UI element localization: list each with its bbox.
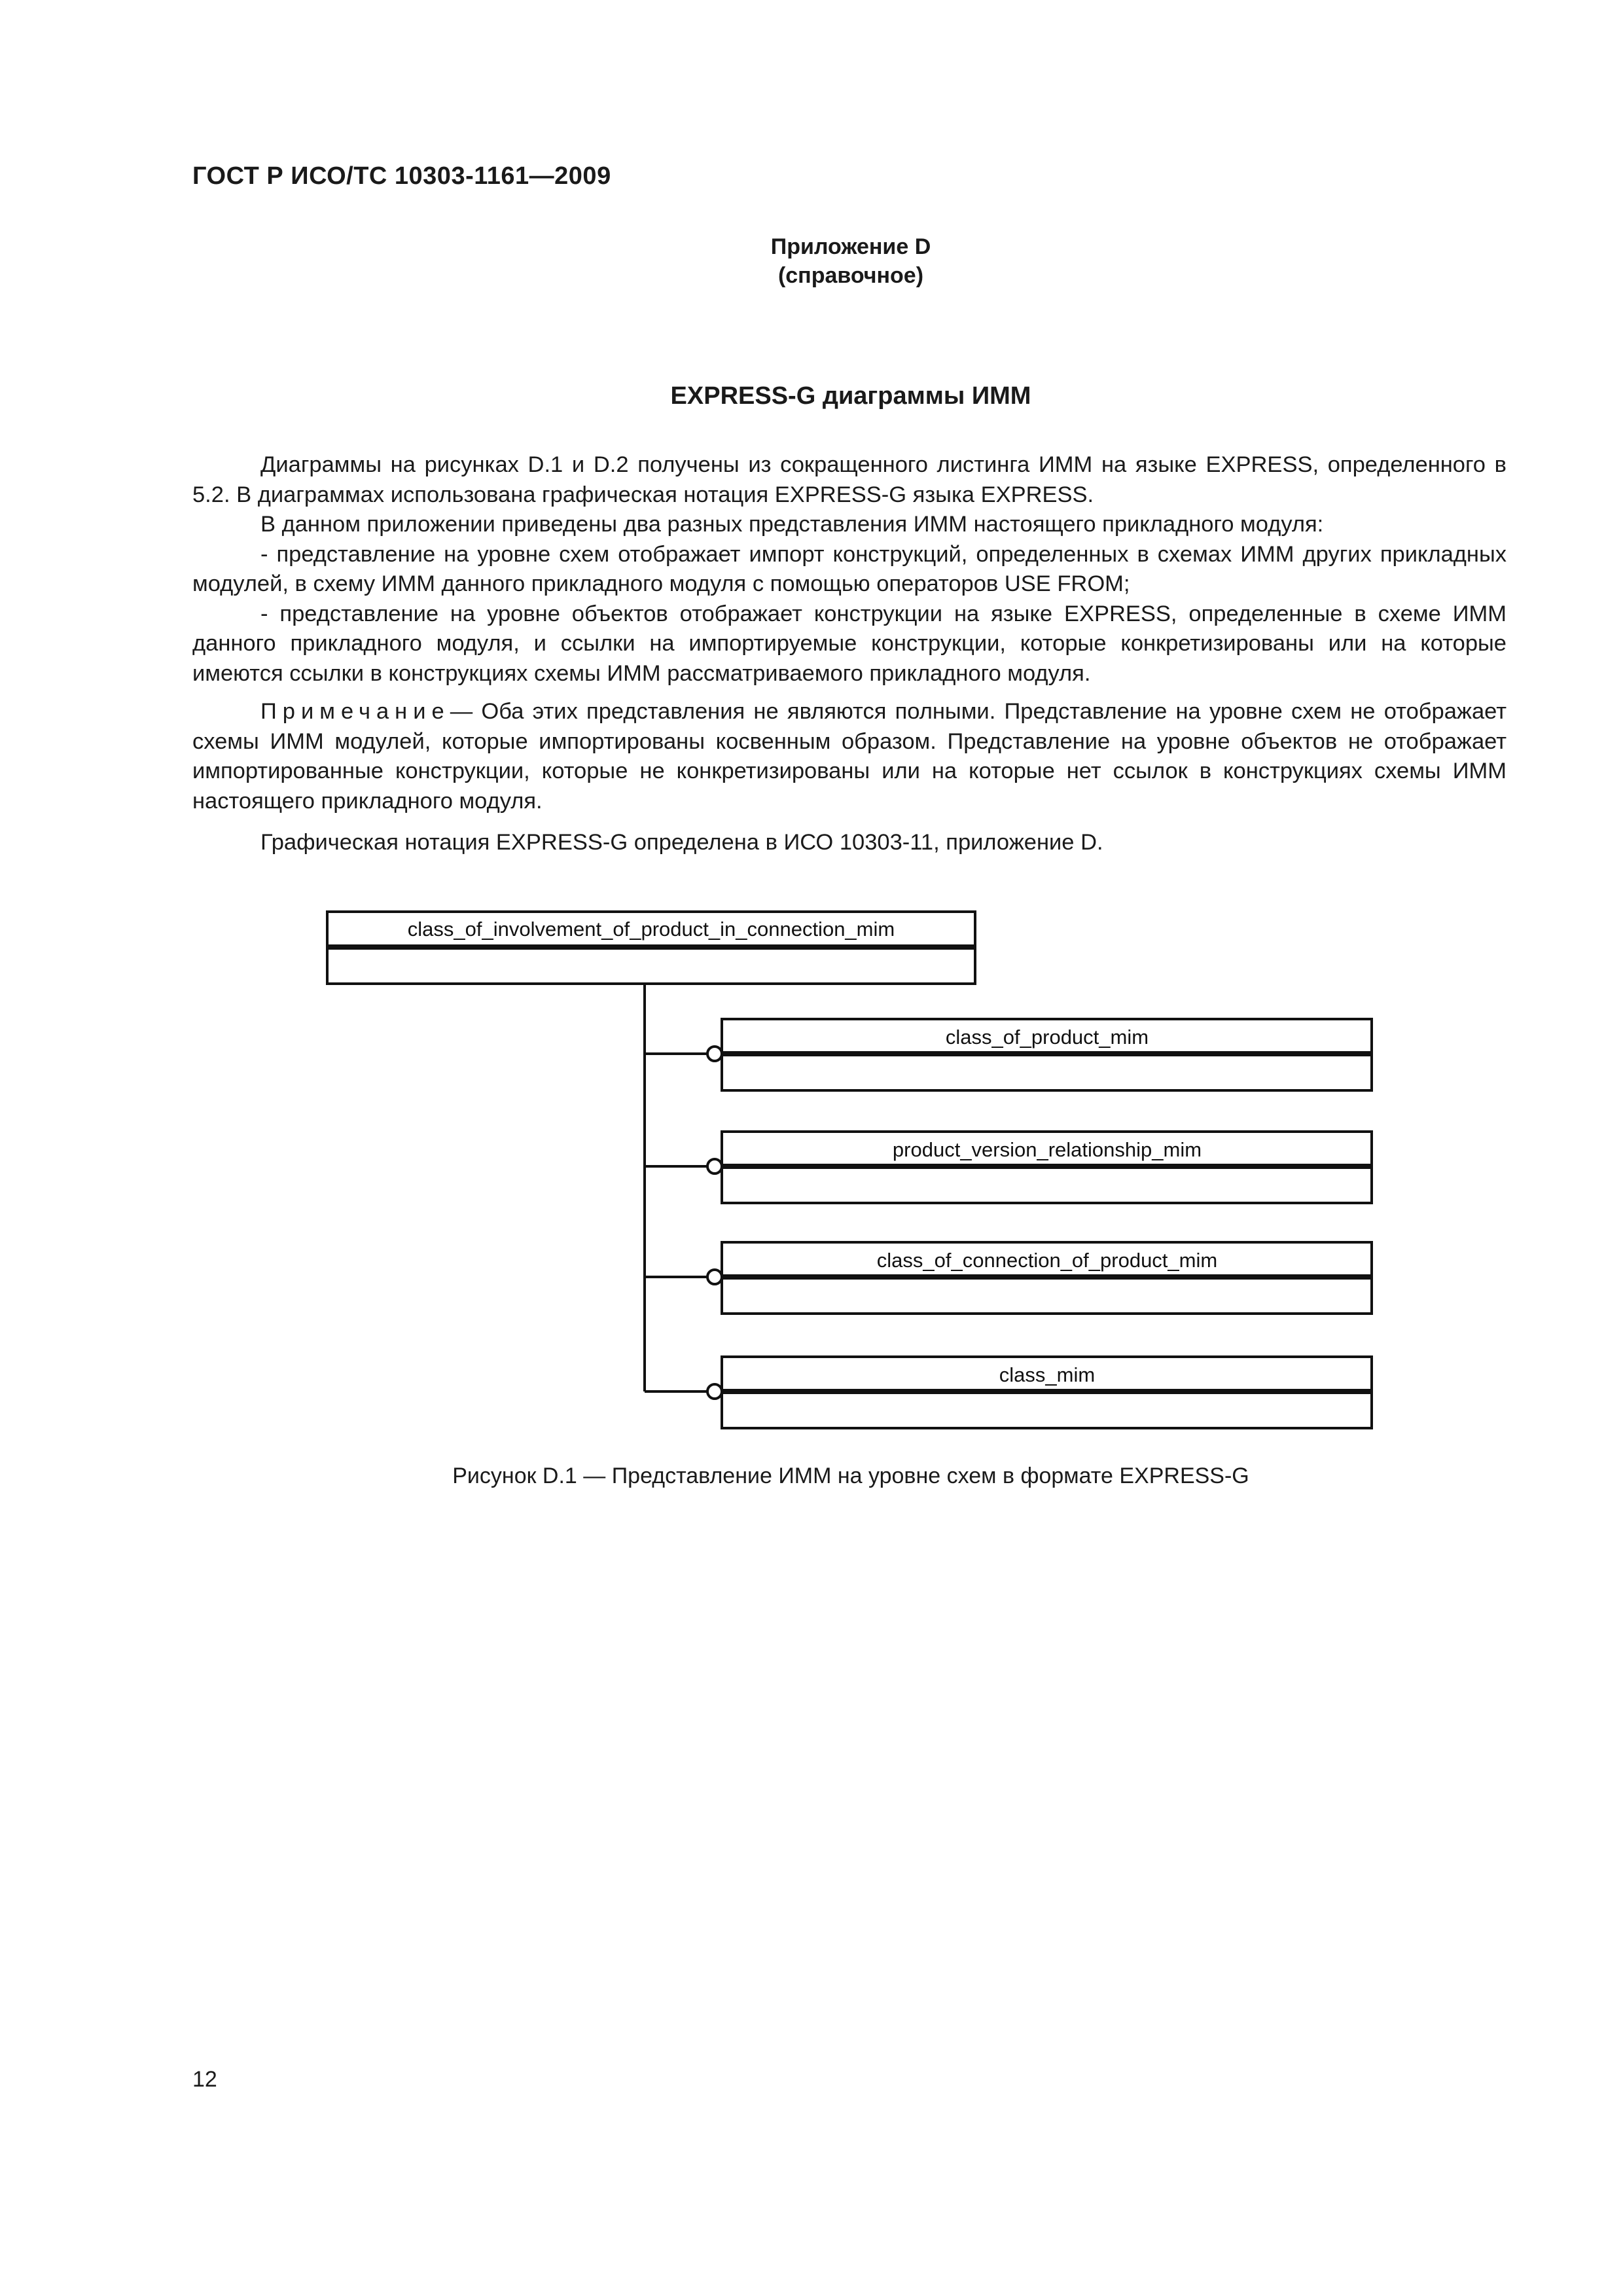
use-from-circle: [707, 1047, 722, 1061]
use-from-circle: [707, 1270, 722, 1284]
section-title: EXPRESS-G диаграммы ИММ: [670, 382, 1031, 410]
use-from-circle: [707, 1384, 722, 1399]
notation-sentence: Графическая нотация EXPRESS-G определена в ИСО 10303-11, приложение D.: [260, 830, 1103, 855]
schema-name-main: class_of_involvement_of_product_in_connection_mim: [407, 918, 895, 941]
figure-caption: Рисунок D.1 — Представление ИММ на уровне схем в формате EXPRESS-G: [452, 1463, 1249, 1488]
schema-name: class_of_connection_of_product_mim: [876, 1249, 1218, 1272]
note-text: — Оба этих представления не являются полными. Представление на уровне схем не отображает схемы ИММ модулей, которые импортированы косвенным образом. Представление на уровне объектов не отображает импортированные конструкции, которые не конкретизированы или на которые нет ссылок в конструкциях схемы ИММ настоящего прикладного модуля.: [192, 699, 1507, 814]
paragraph: - представление на уровне схем отображает импорт конструкций, определенных в схемах ИММ других прикладных модулей, в схему ИММ данного прикладного модуля с помощью операторов USE FROM;: [192, 541, 1507, 596]
paragraph: Диаграммы на рисунках D.1 и D.2 получены из сокращенного листинга ИММ на языке EXPRESS, определенного в 5.2. В диаграммах использована графическая нотация EXPRESS-G языка EXPRESS.: [192, 452, 1507, 507]
page-number: 12: [192, 2067, 217, 2092]
annex-subtitle: (справочное): [777, 263, 924, 288]
schema-name: class_of_product_mim: [945, 1026, 1149, 1049]
paragraph: В данном приложении приведены два разных представления ИММ настоящего прикладного модуля:: [260, 512, 1324, 537]
use-from-circle: [707, 1159, 722, 1174]
note-label: Примечание: [260, 699, 450, 724]
paragraph: - представление на уровне объектов отображает конструкции на языке EXPRESS, определенные в схеме ИММ данного прикладного модуля, и ссылки на импортируемые конструкции, которые конкретизированы или на которые имеются ссылки в конструкциях схемы ИММ рассматриваемого прикладного модуля.: [192, 601, 1507, 686]
schema-name: product_version_relationship_mim: [892, 1138, 1202, 1161]
schema-name: class_mim: [999, 1363, 1096, 1386]
document-code: ГОСТ Р ИСО/ТС 10303-1161—2009: [192, 162, 611, 190]
annex-title: Приложение D: [770, 234, 931, 259]
